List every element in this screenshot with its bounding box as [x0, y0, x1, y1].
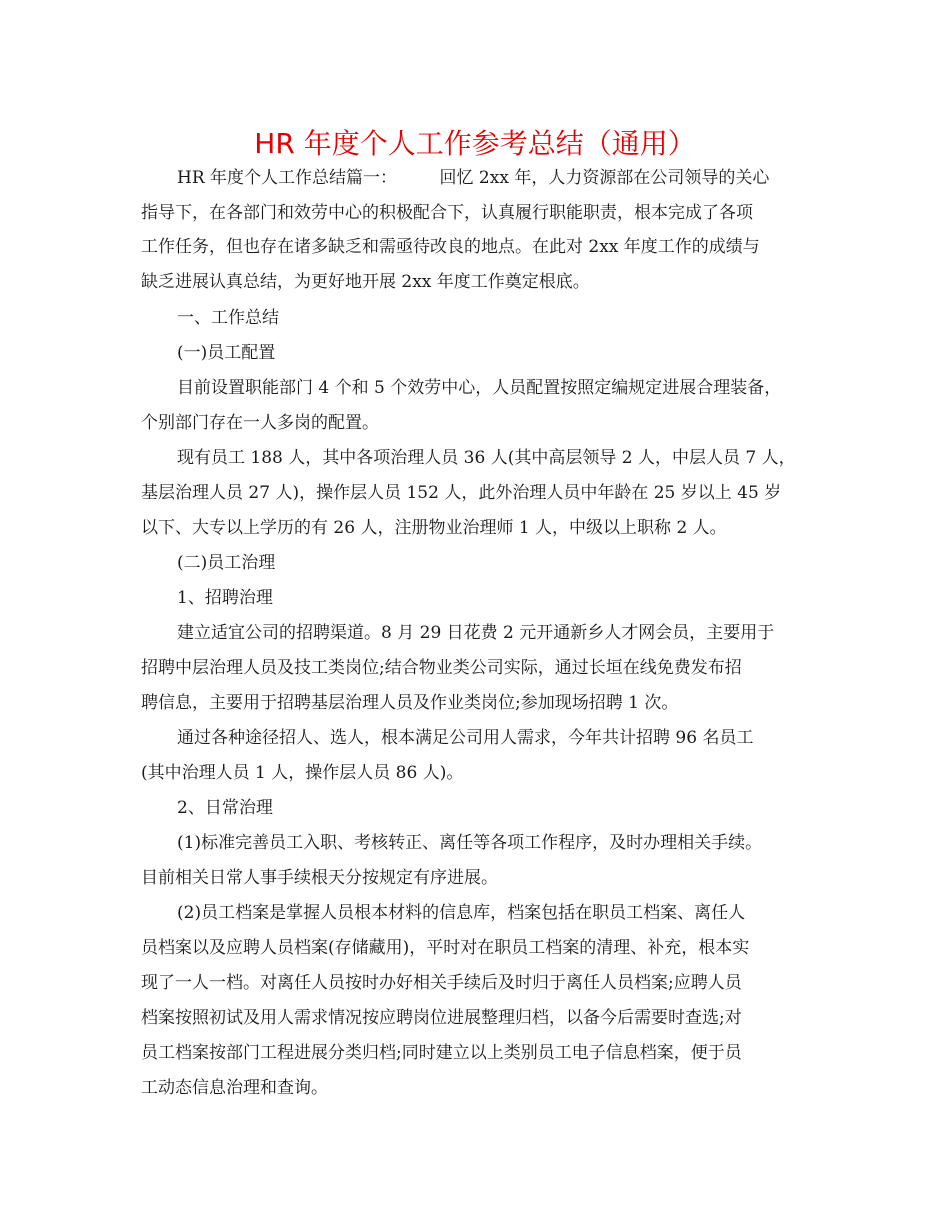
text-line: 基层治理人员 27 人)，操作层人员 152 人，此外治理人员中年龄在 25 岁以上 45 岁 — [141, 483, 782, 503]
text-line: 以下、大专以上学历的有 26 人，注册物业治理师 1 人，中级以上职称 2 人。 — [141, 518, 727, 538]
text-line: 员档案以及应聘人员档案(存储藏用)，平时对在职员工档案的清理、补充，根本实 — [141, 938, 750, 958]
text-line: 现有员工 188 人，其中各项治理人员 36 人(其中高层领导 2 人，中层人员 7 人， — [177, 448, 796, 468]
text-line: 工作任务，但也存在诸多缺乏和需亟待改良的地点。在此对 2xx 年度工作的成绩与 — [141, 237, 760, 257]
text-line: 招聘中层治理人员及技工类岗位;结合物业类公司实际，通过长垣在线免费发布招 — [141, 658, 742, 678]
text-line: 档案按照初试及用人需求情况按应聘岗位进展整理归档，以备今后需要时查选;对 — [141, 1008, 742, 1028]
text-line: 员工档案按部门工程进展分类归档;同时建立以上类别员工电子信息档案，便于员 — [141, 1043, 742, 1063]
text-line: 聘信息，主要用于招聘基层治理人员及作业类岗位;参加现场招聘 1 次。 — [141, 693, 679, 713]
document-title: HR 年度个人工作参考总结（通用） — [254, 127, 696, 160]
text-line: 工动态信息治理和查询。 — [141, 1078, 328, 1098]
subsection-heading: (二)员工治理 — [177, 553, 276, 573]
text-line: 指导下，在各部门和效劳中心的积极配合下，认真履行职能职责，根本完成了各项 — [141, 203, 753, 223]
subsection-heading: (一)员工配置 — [177, 343, 276, 363]
text-line: HR 年度个人工作总结篇一： 回忆 2xx 年，人力资源部在公司领导的关心 — [177, 168, 770, 188]
section-heading: 一、工作总结 — [177, 308, 279, 328]
text-line: (2)员工档案是掌握人员根本材料的信息库，档案包括在职员工档案、离任人 — [177, 903, 746, 923]
text-line: 缺乏进展认真总结，为更好地开展 2xx 年度工作奠定根底。 — [141, 272, 590, 292]
text-line: 个别部门存在一人多岗的配置。 — [141, 413, 379, 433]
text-line: 建立适宜公司的招聘渠道。8 月 29 日花费 2 元开通新乡人才网会员，主要用于 — [177, 623, 775, 643]
text-line: 目前设置职能部门 4 个和 5 个效劳中心，人员配置按照定编规定进展合理装备， — [177, 378, 782, 398]
item-heading: 1、招聘治理 — [177, 588, 273, 608]
text-line: 目前相关日常人事手续根天分按规定有序进展。 — [141, 868, 498, 888]
text-line: 现了一人一档。对离任人员按时办好相关手续后及时归于离任人员档案;应聘人员 — [141, 973, 742, 993]
text-line: 通过各种途径招人、选人，根本满足公司用人需求，今年共计招聘 96 名员工 — [177, 728, 754, 748]
text-line: (其中治理人员 1 人，操作层人员 86 人)。 — [141, 763, 464, 783]
item-heading: 2、日常治理 — [177, 798, 273, 818]
text-line: (1)标准完善员工入职、考核转正、离任等各项工作程序，及时办理相关手续。 — [177, 833, 763, 853]
